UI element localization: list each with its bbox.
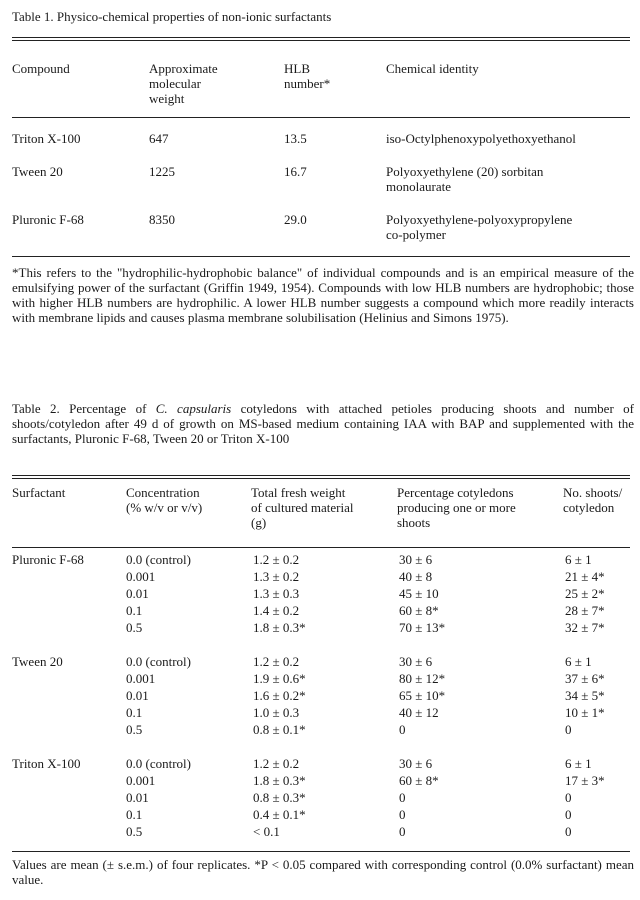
row-hlb: 29.0: [284, 212, 307, 227]
percentage-cell: 60 ± 8*: [399, 603, 439, 618]
percentage-cell: 0: [399, 824, 406, 839]
row-identity: [386, 164, 636, 194]
shoots-cell: 17 ± 3*: [565, 773, 605, 788]
table1-top-rule: [12, 37, 630, 38]
row-mw: 8350: [149, 212, 175, 227]
row-compound: Triton X-100: [12, 131, 81, 146]
fresh-weight-cell: < 0.1: [253, 824, 280, 839]
caption-post: cotyledons with attached petioles producing shoots and number of shoots/cotyledon after 49 d of growth on MS-based medium containing IAA with BAP and supplemented with the surfactants, Pluronic F-68, Tween 20 or Triton X-100: [12, 401, 634, 446]
percentage-cell: 40 ± 8: [399, 569, 433, 584]
concentration-cell: 0.1: [126, 705, 143, 720]
percentage-cell: 30 ± 6: [399, 756, 433, 771]
shoots-cell: 6 ± 1: [565, 654, 592, 669]
table2-top-rule-2: [12, 478, 630, 479]
fresh-weight-cell: 1.2 ± 0.2: [253, 756, 300, 771]
shoots-cell: 21 ± 4*: [565, 569, 605, 584]
header-fresh-weight: [251, 485, 391, 530]
table1-bottom-rule: [12, 256, 630, 257]
concentration-cell: 0.5: [126, 722, 143, 737]
pct-line1: Percentage cotyledons: [397, 485, 514, 500]
header-mw-line2: molecular: [149, 76, 201, 91]
shoots-cell: 6 ± 1: [565, 552, 592, 567]
concentration-cell: 0.5: [126, 824, 143, 839]
table2-bottom-rule: [12, 851, 630, 852]
surfactant-cell: Pluronic F-68: [12, 552, 84, 567]
fresh-weight-cell: 1.6 ± 0.2*: [253, 688, 306, 703]
row-identity: iso-Octylphenoxypolyethoxyethanol: [386, 131, 576, 146]
table2-caption: [12, 401, 634, 446]
table1-caption: Table 1. Physico-chemical properties of non-ionic surfactants: [12, 9, 332, 24]
concentration-cell: 0.1: [126, 807, 143, 822]
table1-top-rule-2: [12, 40, 630, 41]
identity-line2: co-polymer: [386, 227, 446, 242]
pct-line2: producing one or more: [397, 500, 516, 515]
caption-pre: Table 2. Percentage of: [12, 401, 156, 416]
shoots-cell: 0: [565, 722, 572, 737]
percentage-cell: 65 ± 10*: [399, 688, 446, 703]
concentration-cell: 0.001: [126, 569, 156, 584]
fresh-weight-cell: 1.9 ± 0.6*: [253, 671, 306, 686]
table1-header-rule: [12, 117, 630, 118]
concentration-cell: 0.0 (control): [126, 654, 191, 669]
shoots-cell: 34 ± 5*: [565, 688, 605, 703]
shoots-cell: 0: [565, 807, 572, 822]
fresh-weight-cell: 1.3 ± 0.3: [253, 586, 300, 601]
concentration-cell: 0.001: [126, 671, 156, 686]
header-compound: Compound: [12, 61, 70, 76]
row-compound: Pluronic F-68: [12, 212, 84, 227]
pct-line3: shoots: [397, 515, 431, 530]
caption-species: C. capsularis: [155, 401, 232, 416]
identity-line2: monolaurate: [386, 179, 451, 194]
table1-footnote: *This refers to the "hydrophilic-hydrophobic balance" of individual compounds and is an empirical measure of the emulsifying power of the surfactant (Griffin 1949, 1954). Compounds with low HLB numbers are hydrophobic; those with higher HLB numbers are hydrophilic. A lower HLB number suggests a compound which more readily interacts with membrane lipids and causes plasma membrane solubilisation (Helinius and Simons 1975).: [12, 265, 634, 325]
header-hlb-line2: number*: [284, 76, 331, 91]
concentration-cell: 0.1: [126, 603, 143, 618]
percentage-cell: 40 ± 12: [399, 705, 439, 720]
weight-line1: Total fresh weight: [251, 485, 346, 500]
concentration-cell: 0.01: [126, 790, 149, 805]
shoots-cell: 10 ± 1*: [565, 705, 605, 720]
header-surfactant: Surfactant: [12, 485, 66, 500]
percentage-cell: 80 ± 12*: [399, 671, 446, 686]
fresh-weight-cell: 1.3 ± 0.2: [253, 569, 300, 584]
conc-line1: Concentration: [126, 485, 200, 500]
header-mw-line1: Approximate: [149, 61, 218, 76]
header-mw-line3: weight: [149, 91, 185, 106]
shoots-cell: 6 ± 1: [565, 756, 592, 771]
shoots-line1: No. shoots/: [563, 485, 623, 500]
fresh-weight-cell: 1.8 ± 0.3*: [253, 620, 306, 635]
header-molecular-weight: [149, 61, 269, 106]
row-mw: 1225: [149, 164, 175, 179]
weight-line3: (g): [251, 515, 267, 530]
percentage-cell: 60 ± 8*: [399, 773, 439, 788]
identity-line1: Polyoxyethylene-polyoxypropylene: [386, 212, 573, 227]
concentration-cell: 0.01: [126, 586, 149, 601]
header-hlb-line1: HLB: [284, 61, 310, 76]
table2-header-rule: [12, 547, 630, 548]
concentration-cell: 0.0 (control): [126, 552, 191, 567]
fresh-weight-cell: 1.8 ± 0.3*: [253, 773, 306, 788]
identity-line1: Polyoxyethylene (20) sorbitan: [386, 164, 544, 179]
row-identity: [386, 212, 636, 242]
concentration-cell: 0.0 (control): [126, 756, 191, 771]
fresh-weight-cell: 1.2 ± 0.2: [253, 552, 300, 567]
concentration-cell: 0.001: [126, 773, 156, 788]
shoots-cell: 25 ± 2*: [565, 586, 605, 601]
fresh-weight-cell: 0.8 ± 0.3*: [253, 790, 306, 805]
fresh-weight-cell: 1.2 ± 0.2: [253, 654, 300, 669]
header-shoots: [563, 485, 638, 515]
fresh-weight-cell: 0.8 ± 0.1*: [253, 722, 306, 737]
table2-footnote: Values are mean (± s.e.m.) of four replicates. *P < 0.05 compared with corresponding control (0.0% surfactant) mean value.: [12, 857, 634, 887]
percentage-cell: 0: [399, 790, 406, 805]
table2-top-rule: [12, 475, 630, 476]
percentage-cell: 0: [399, 722, 406, 737]
shoots-cell: 28 ± 7*: [565, 603, 605, 618]
concentration-cell: 0.5: [126, 620, 143, 635]
fresh-weight-cell: 1.4 ± 0.2: [253, 603, 300, 618]
shoots-cell: 32 ± 7*: [565, 620, 605, 635]
surfactant-cell: Tween 20: [12, 654, 63, 669]
percentage-cell: 70 ± 13*: [399, 620, 446, 635]
row-compound: Tween 20: [12, 164, 63, 179]
header-hlb: [284, 61, 384, 91]
percentage-cell: 30 ± 6: [399, 654, 433, 669]
concentration-cell: 0.01: [126, 688, 149, 703]
row-hlb: 16.7: [284, 164, 307, 179]
shoots-cell: 37 ± 6*: [565, 671, 605, 686]
shoots-cell: 0: [565, 824, 572, 839]
fresh-weight-cell: 0.4 ± 0.1*: [253, 807, 306, 822]
header-concentration: [126, 485, 246, 515]
header-chemical-identity: Chemical identity: [386, 61, 479, 76]
percentage-cell: 45 ± 10: [399, 586, 439, 601]
shoots-line2: cotyledon: [563, 500, 615, 515]
percentage-cell: 30 ± 6: [399, 552, 433, 567]
row-mw: 647: [149, 131, 169, 146]
conc-line2: (% w/v or v/v): [126, 500, 203, 515]
row-hlb: 13.5: [284, 131, 307, 146]
weight-line2: of cultured material: [251, 500, 354, 515]
surfactant-cell: Triton X-100: [12, 756, 81, 771]
shoots-cell: 0: [565, 790, 572, 805]
percentage-cell: 0: [399, 807, 406, 822]
fresh-weight-cell: 1.0 ± 0.3: [253, 705, 300, 720]
header-percentage: [397, 485, 547, 530]
